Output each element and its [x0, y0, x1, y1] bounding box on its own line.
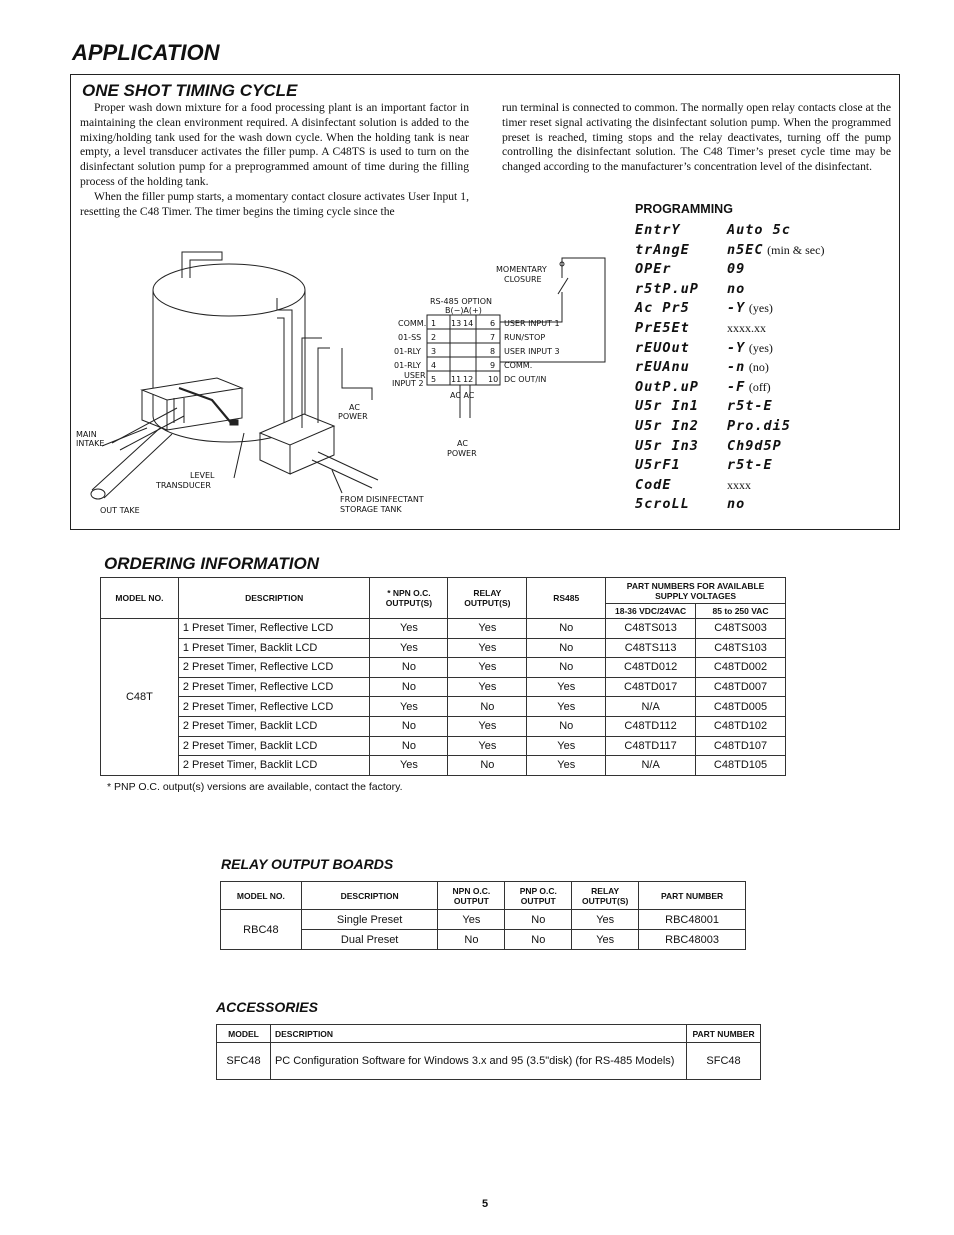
table-cell: RBC48003 — [639, 930, 746, 950]
programming-row — [635, 496, 895, 515]
table-cell: Yes — [572, 930, 639, 950]
programming-note: (min & sec) — [767, 242, 825, 257]
programming-value — [727, 457, 773, 473]
table-row — [221, 910, 746, 930]
programming-row — [635, 320, 895, 339]
terminal-12: 12 — [463, 375, 474, 384]
o1rly-label: 01-RLY — [394, 347, 421, 356]
programming-value — [727, 359, 769, 375]
header-npn: * NPN O.C. OUTPUT(S) — [370, 578, 448, 619]
programming-param: U5r In3 — [635, 437, 699, 454]
table-cell: Yes — [370, 619, 448, 639]
paragraph-2: When the filler pump starts, a momentary contact closure activates User Input 1, resetting the C48 Timer. The timer begins the timing cycle since the — [80, 189, 469, 218]
programming-row — [635, 359, 895, 378]
table-cell: Yes — [438, 910, 505, 930]
comm-label: COMM. — [398, 319, 427, 328]
table-cell: Yes — [527, 697, 606, 717]
table-cell: No — [370, 736, 448, 756]
programming-param: U5rF1 — [635, 457, 681, 474]
programming-row — [635, 379, 895, 398]
programming-param: OPEr — [635, 261, 672, 278]
programming-param: CodE — [635, 476, 672, 493]
level-label: LEVEL — [190, 471, 215, 480]
programming-value — [727, 222, 791, 238]
terminal-6: 6 — [490, 319, 496, 328]
table-cell: No — [505, 930, 572, 950]
table-cell: 2 Preset Timer, Backlit LCD — [178, 756, 370, 776]
rs485-label: RS-485 OPTION — [430, 297, 492, 306]
table-cell: C48TD005 — [696, 697, 786, 717]
terminal-4: 4 — [431, 361, 437, 370]
relay-boards-body — [221, 910, 746, 950]
table-cell: Yes — [448, 658, 527, 678]
programming-row — [635, 457, 895, 476]
table-cell: C48TD002 — [696, 658, 786, 678]
table-cell: Single Preset — [301, 910, 438, 930]
table-cell: N/A — [606, 756, 696, 776]
table-cell: No — [448, 756, 527, 776]
table-cell: No — [527, 638, 606, 658]
programming-param: PrE5Et — [635, 320, 690, 336]
table-cell: 1 Preset Timer, Backlit LCD — [178, 638, 370, 658]
programming-row — [635, 398, 895, 417]
terminal-9: 9 — [490, 361, 496, 370]
table-cell: C48TD007 — [696, 677, 786, 697]
programming-param: r5tP.uP — [635, 280, 699, 297]
programming-value — [727, 300, 773, 316]
terminal-1: 1 — [431, 319, 437, 328]
wiring-diagram — [72, 238, 612, 523]
ordering-table — [100, 577, 786, 776]
table-cell: C48TS013 — [606, 619, 696, 639]
programming-param: U5r In1 — [635, 398, 699, 415]
o1ss-label: 01-SS — [398, 333, 422, 342]
transducer-label: TRANSDUCER — [156, 481, 211, 490]
power-label: POWER — [338, 412, 368, 421]
ui1-label: USER INPUT 1 — [504, 319, 560, 328]
table-row — [101, 677, 786, 697]
table-cell: C48TS103 — [696, 638, 786, 658]
programming-setting: r5t-E — [727, 398, 773, 415]
programming-setting: Auto 5c — [727, 222, 791, 238]
table-cell: Dual Preset — [301, 930, 438, 950]
programming-row — [635, 300, 895, 319]
user-label: USER — [404, 371, 426, 380]
programming-value — [727, 477, 751, 493]
table-cell: C48TD117 — [606, 736, 696, 756]
input2-label: INPUT 2 — [392, 379, 424, 388]
table-cell: C48TD017 — [606, 677, 696, 697]
paragraph-3: run terminal is connected to common. The normally open relay contacts close at the timer reset signal activating the disinfectant solution pump. When the programmed preset is reached, timing stops and the relay deactivates, turning off the pump controlling the disinfectant solution. The C48 Timer’s preset cycle time may be changed according to the manufacturer’s concentration level of the disinfectant. — [502, 101, 891, 174]
one-shot-left-column — [80, 101, 469, 219]
programming-setting: 09 — [727, 261, 746, 278]
table-cell: PC Configuration Software for Windows 3.x and 95 (3.5"disk) (for RS-485 Models) — [270, 1043, 686, 1080]
model-cell: C48T — [101, 619, 179, 776]
acac-label: AC AC — [450, 391, 475, 400]
main-label: MAIN — [76, 430, 97, 439]
table-cell: N/A — [606, 697, 696, 717]
page-number: 5 — [482, 1198, 489, 1210]
programming-note: (off) — [748, 379, 771, 394]
closure-label: CLOSURE — [504, 275, 542, 284]
table-cell: 2 Preset Timer, Reflective LCD — [178, 677, 370, 697]
terminal-7: 7 — [490, 333, 496, 342]
programming-note: (yes) — [748, 301, 773, 316]
programming-value — [727, 398, 773, 414]
table-cell: Yes — [572, 910, 639, 930]
ordering-body — [101, 619, 786, 776]
programming-note: (yes) — [748, 340, 773, 355]
bab-label: B(−)A(+) — [445, 306, 482, 315]
table-cell: No — [527, 619, 606, 639]
rb-header-pnp: PNP O.C. OUTPUT — [505, 882, 572, 910]
programming-setting: -Y — [727, 300, 746, 317]
accessories-body — [217, 1043, 761, 1080]
rb-model-cell: RBC48 — [221, 910, 302, 950]
rb-header-model: MODEL NO. — [221, 882, 302, 910]
programming-setting: -F — [727, 378, 746, 395]
table-cell: No — [370, 716, 448, 736]
terminal-14: 14 — [463, 319, 474, 328]
storage-label: STORAGE TANK — [340, 505, 402, 514]
terminal-11: 11 — [451, 375, 462, 384]
page-heading: APPLICATION — [72, 40, 220, 65]
table-cell: Yes — [370, 638, 448, 658]
one-shot-right-column — [502, 101, 891, 175]
programming-value — [727, 261, 745, 277]
header-model: MODEL NO. — [101, 578, 179, 619]
table-cell: Yes — [370, 697, 448, 717]
programming-note: xxxx.xx — [727, 321, 766, 335]
ac-label: AC — [349, 403, 360, 412]
programming-value — [727, 281, 745, 297]
table-row — [101, 716, 786, 736]
table-cell: Yes — [448, 716, 527, 736]
table-cell: No — [370, 677, 448, 697]
programming-note: (no) — [748, 360, 769, 375]
terminal-3: 3 — [431, 347, 437, 356]
programming-setting: no — [727, 496, 746, 513]
ordering-title: ORDERING INFORMATION — [104, 554, 320, 573]
table-cell: 2 Preset Timer, Reflective LCD — [178, 697, 370, 717]
terminal-13: 13 — [451, 319, 462, 328]
table-cell: Yes — [370, 756, 448, 776]
programming-row — [635, 222, 895, 241]
one-shot-title: ONE SHOT TIMING CYCLE — [82, 81, 298, 100]
table-cell: No — [527, 658, 606, 678]
table-cell: C48TD105 — [696, 756, 786, 776]
terminal-5: 5 — [431, 375, 437, 384]
programming-setting: -Y — [727, 339, 746, 356]
table-cell: C48TD112 — [606, 716, 696, 736]
table-row — [217, 1043, 761, 1080]
table-cell: 2 Preset Timer, Backlit LCD — [178, 736, 370, 756]
programming-value — [727, 379, 771, 395]
programming-value — [727, 418, 791, 434]
programming-setting: r5t-E — [727, 457, 773, 474]
table-row — [101, 638, 786, 658]
table-row — [101, 756, 786, 776]
table-cell: 2 Preset Timer, Backlit LCD — [178, 716, 370, 736]
header-relay: RELAY OUTPUT(S) — [448, 578, 527, 619]
runstop-label: RUN/STOP — [504, 333, 546, 342]
table-row — [101, 658, 786, 678]
table-cell: RBC48001 — [639, 910, 746, 930]
from-label: FROM DISINFECTANT — [340, 495, 424, 504]
rb-header-relay: RELAY OUTPUT(S) — [572, 882, 639, 910]
programming-setting: no — [727, 280, 746, 297]
table-row — [101, 619, 786, 639]
table-cell: 1 Preset Timer, Reflective LCD — [178, 619, 370, 639]
table-cell: Yes — [448, 677, 527, 697]
programming-param: OutP.uP — [635, 378, 699, 395]
programming-param: rEUAnu — [635, 359, 690, 376]
programming-value — [727, 438, 782, 454]
programming-param: 5croLL — [635, 496, 690, 513]
table-cell: Yes — [527, 736, 606, 756]
table-cell: SFC48 — [217, 1043, 271, 1080]
table-cell: No — [448, 697, 527, 717]
table-cell: C48TD012 — [606, 658, 696, 678]
accessories-table — [216, 1024, 761, 1080]
programming-row — [635, 242, 895, 261]
ordering-footnote: * PNP O.C. output(s) versions are available, contact the factory. — [107, 781, 403, 793]
table-cell: C48TS113 — [606, 638, 696, 658]
programming-value — [727, 242, 824, 258]
header-voltage-2: 85 to 250 VAC — [696, 604, 786, 619]
intake-label: INTAKE — [76, 439, 105, 448]
programming-param: rEUOut — [635, 339, 690, 356]
table-cell: C48TD107 — [696, 736, 786, 756]
table-cell: Yes — [527, 677, 606, 697]
header-voltage-1: 18-36 VDC/24VAC — [606, 604, 696, 619]
comm2-label: COMM. — [504, 361, 533, 370]
table-cell: SFC48 — [687, 1043, 761, 1080]
programming-row — [635, 418, 895, 437]
ui3-label: USER INPUT 3 — [504, 347, 560, 356]
programming-param: Ac Pr5 — [635, 300, 690, 317]
momentary-label: MOMENTARY — [496, 265, 547, 274]
dcout-label: DC OUT/IN — [504, 375, 547, 384]
programming-setting: -n — [727, 359, 746, 376]
outtake-label: OUT TAKE — [100, 506, 140, 515]
terminal-2: 2 — [431, 333, 437, 342]
programming-setting: Ch9d5P — [727, 437, 782, 454]
rb-header-npn: NPN O.C. OUTPUT — [438, 882, 505, 910]
programming-row — [635, 261, 895, 280]
relay-boards-title: RELAY OUTPUT BOARDS — [221, 856, 394, 872]
programming-row — [635, 477, 895, 496]
programming-param: trAngE — [635, 241, 690, 258]
programming-param: U5r In2 — [635, 418, 699, 434]
table-cell: No — [505, 910, 572, 930]
header-description: DESCRIPTION — [178, 578, 370, 619]
o1rly2-label: 01-RLY — [394, 361, 421, 370]
programming-row — [635, 340, 895, 359]
table-cell: C48TD102 — [696, 716, 786, 736]
programming-setting: n5EC — [727, 241, 764, 258]
paragraph-1: Proper wash down mixture for a food processing plant is an important factor in maintaining the clean environment required. A disinfectant solution is added to the mixing/holding tank used for the wash down cycle. When the holding tank is near empty, a level transducer activates the filler pump. A C48TS is used to turn on the disinfectant solution pump for a preprogrammed amount of time during the filling process of the holding tank. — [80, 101, 469, 188]
programming-title: PROGRAMMING — [635, 202, 733, 216]
rb-header-part: PART NUMBER — [639, 882, 746, 910]
table-cell: No — [370, 658, 448, 678]
table-row — [101, 736, 786, 756]
table-cell: 2 Preset Timer, Reflective LCD — [178, 658, 370, 678]
table-cell: No — [527, 716, 606, 736]
accessories-title: ACCESSORIES — [216, 999, 318, 1015]
rb-header-desc: DESCRIPTION — [301, 882, 438, 910]
programming-value — [727, 496, 745, 512]
programming-row — [635, 281, 895, 300]
programming-value — [727, 320, 766, 336]
programming-note: xxxx — [727, 477, 751, 492]
acc-header-desc: DESCRIPTION — [270, 1025, 686, 1043]
acc-header-model: MODEL — [217, 1025, 271, 1043]
programming-row — [635, 438, 895, 457]
table-cell: C48TS003 — [696, 619, 786, 639]
table-cell: Yes — [527, 756, 606, 776]
power2-label: POWER — [447, 449, 477, 458]
programming-value — [727, 340, 773, 356]
acc-header-part: PART NUMBER — [687, 1025, 761, 1043]
programming-setting: Pro.di5 — [727, 418, 791, 434]
relay-boards-table — [220, 881, 746, 950]
table-cell: Yes — [448, 638, 527, 658]
terminal-8: 8 — [490, 347, 496, 356]
terminal-10: 10 — [488, 375, 499, 384]
ac2-label: AC — [457, 439, 468, 448]
header-rs485: RS485 — [527, 578, 606, 619]
table-cell: Yes — [448, 619, 527, 639]
table-cell: No — [438, 930, 505, 950]
table-row — [101, 697, 786, 717]
table-cell: Yes — [448, 736, 527, 756]
programming-param: EntrY — [635, 222, 681, 238]
header-part-numbers: PART NUMBERS FOR AVAILABLE SUPPLY VOLTAGES — [606, 578, 786, 604]
